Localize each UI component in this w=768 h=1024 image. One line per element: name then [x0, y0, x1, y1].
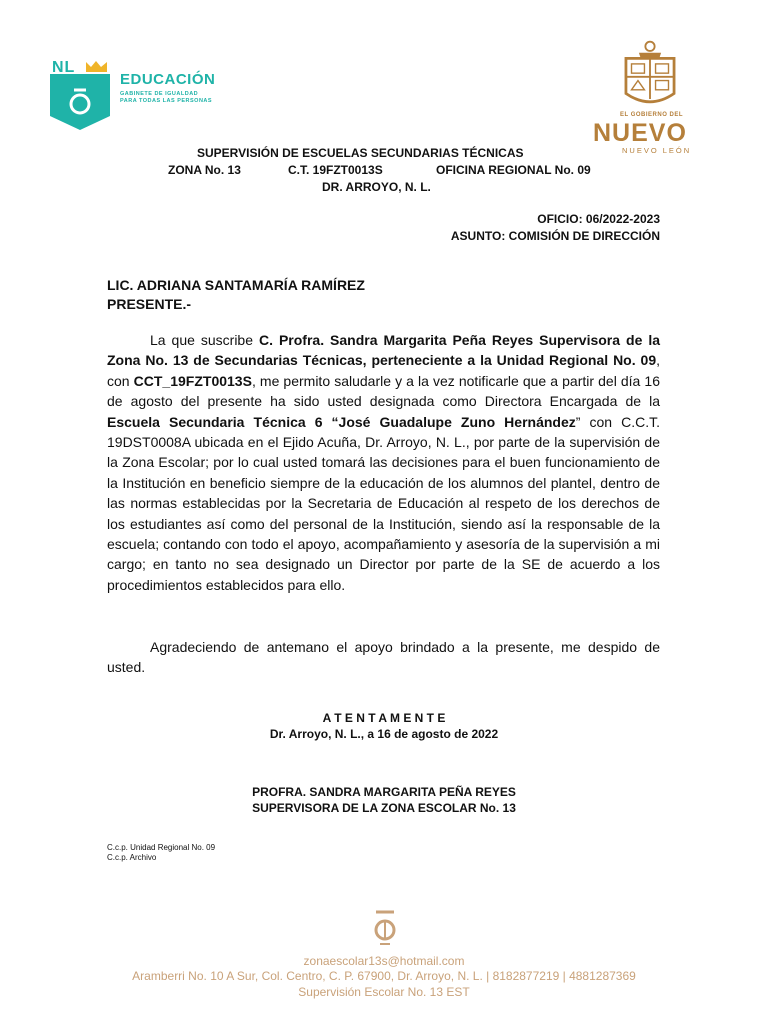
recipient-presente: PRESENTE.- — [107, 296, 192, 312]
coat-of-arms-icon — [590, 38, 710, 112]
government-logo — [590, 38, 710, 158]
body-p1-b: C. Profra. Sandra Margarita Peña Reyes Supervisora de la Zona No. 13 de Secundarias Técnicas, perteneciente a la Unidad Regional No. 09 — [107, 332, 660, 369]
education-logo — [50, 60, 240, 132]
education-subtitle-line-1: GABINETE DE IGUALDAD — [120, 91, 199, 97]
nl-tag: NL — [52, 59, 76, 76]
ccp-line-2: C.c.p. Archivo — [107, 853, 157, 862]
education-subtitle — [120, 91, 250, 105]
education-title: EDUCACIÓN — [120, 71, 216, 88]
government-small-text: EL GOBIERNO DEL — [620, 112, 684, 118]
education-subtitle-line-2: PARA TODAS LAS PERSONAS — [120, 98, 213, 104]
footer-email: zonaescolar13s@hotmail.com — [303, 954, 465, 968]
header-zona: ZONA No. 13 — [168, 163, 241, 177]
place-date: Dr. Arroyo, N. L., a 16 de agosto de 2022 — [269, 727, 499, 741]
header-title: SUPERVISIÓN DE ESCUELAS SECUNDARIAS TÉCNICAS — [197, 146, 524, 160]
header-oficina: OFICINA REGIONAL No. 09 — [436, 163, 591, 177]
signer-name: PROFRA. SANDRA MARGARITA PEÑA REYES — [252, 785, 516, 799]
body-p1-g: ” con C.C.T. 19DST0008A ubicada en el Ejido Acuña, Dr. Arroyo, N. L., por parte de la supervisión de la Zona Escolar; por lo cual usted tomará las decisiones para el buen funcionamiento de la Institución en beneficio siempre de la educación de los alumnos del plantel, dentro de las normas establecidas por la Secretaria de Educación al respeto de los derechos de los estudiantes así como del personal de la Institución, siendo así la responsable de la escuela; contando con todo el apoyo, acompañamiento y asesoría de la supervisión a mi cargo; en tanto no sea designado un Director por parte de la SE de acuerdo a los procedimientos establecidos para ello. — [107, 413, 661, 593]
ccp-line-1: C.c.p. Unidad Regional No. 09 — [107, 843, 216, 852]
body-p1-e: , me permito saludarle y a la vez notificarle que a partir del día 16 de agosto del presente ha sido usted designada como Directora Encargada de la — [107, 372, 660, 410]
footer-office: Supervisión Escolar No. 13 EST — [298, 985, 470, 999]
recipient-name: LIC. ADRIANA SANTAMARÍA RAMÍREZ — [107, 277, 365, 293]
body-paragraph-1 — [107, 330, 660, 595]
body-p1-c: , con — [107, 352, 660, 389]
body-p1-a: La que suscribe — [150, 332, 259, 348]
ccp-block — [107, 843, 215, 863]
header-location: DR. ARROYO, N. L. — [322, 180, 431, 194]
government-big-text: NUEVO — [593, 119, 687, 147]
footer-address: Aramberri No. 10 A Sur, Col. Centro, C. P. 67900, Dr. Arroyo, N. L. | 8182877219 | 4881287369 — [132, 969, 636, 983]
atentamente: A T E N T A M E N T E — [322, 711, 446, 725]
body-p1-f: Escuela Secundaria Técnica 6 “José Guadalupe Zuno Hernández — [107, 413, 576, 430]
oficio-number: OFICIO: 06/2022-2023 — [537, 212, 660, 226]
body-paragraph-2: Agradeciendo de antemano el apoyo brindado a la presente, me despido de usted. — [107, 639, 660, 676]
footer-emblem-icon — [370, 908, 400, 948]
header-ct: C.T. 19FZT0013S — [288, 163, 383, 177]
government-state-text: NUEVO LEÓN — [622, 146, 692, 155]
signer-role: SUPERVISORA DE LA ZONA ESCOLAR No. 13 — [252, 801, 516, 815]
body-p1-d: CCT_19FZT0013S — [133, 372, 252, 389]
oficio-asunto: ASUNTO: COMISIÓN DE DIRECCIÓN — [450, 229, 660, 243]
